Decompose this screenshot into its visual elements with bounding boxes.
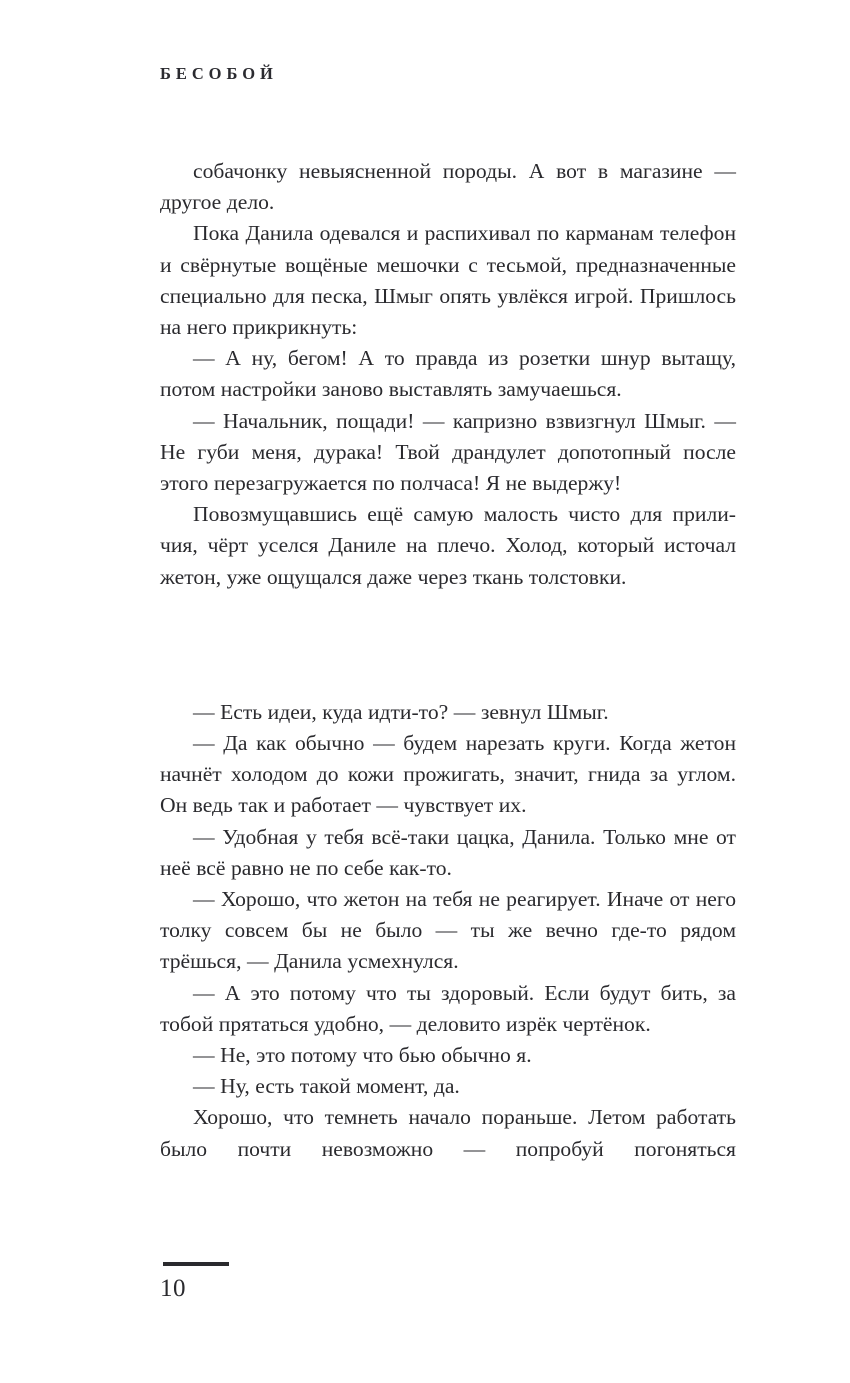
paragraph: — Есть идеи, куда идти-то? — зевнул Шмыг. — [193, 699, 609, 724]
paragraph: — Удобная у тебя всё-таки цацка, Данила. Только мне от неё всё равно не по себе как-то. — [160, 824, 736, 880]
paragraph: собачонку невыясненной породы. А вот в магазине — другое дело. — [160, 159, 736, 215]
paragraph: — А это потому что ты здоровый. Если будут бить, за тобой прятаться удобно, — деловито изрёк чертёнок. — [160, 980, 736, 1036]
paragraph: — Хорошо, что жетон на тебя не реагирует. Иначе от него толку совсем бы не было — ты же вечно где-то рядом трёшься, — Данила усмехнулся. — [160, 887, 736, 974]
paragraph: — Начальник, пощади! — капризно взвизгнул Шмыг. — Не губи меня, дурака! Твой драндулет допотопный после этого перезагружается по полчаса! Я не выдержу! — [160, 408, 736, 496]
paragraph: Хорошо, что темнеть начало пораньше. Летом работать было почти невозможно — попробуй погоняться — [160, 1105, 736, 1161]
page-number: 10 — [160, 1275, 186, 1302]
paragraph: Пока Данила одевался и распихивал по карманам телефон и свёрнутые вощёные мешочки с тесьмой, предназначенные специально для песка, Шмыг опять увлёкся игрой. Пришлось на него прикрикнуть: — [160, 221, 736, 340]
scene-break — [160, 593, 736, 697]
running-head: БЕСОБОЙ — [160, 64, 278, 83]
paragraph: Повозмущавшись ещё самую малость чисто для приличия, чёрт уселся Даниле на плечо. Холод, который источал жетон, уже ощущался даже через ткань толстовки. — [160, 502, 736, 589]
folio-rule — [163, 1262, 229, 1266]
paragraph: — А ну, бегом! А то правда из розетки шнур вытащу, потом настройки заново выставлять замучаешься. — [160, 346, 736, 402]
paragraph: — Да как обычно — будем нарезать круги. Когда жетон начнёт холодом до кожи прожигать, значит, гнида за углом. Он ведь так и работает — чувствует их. — [160, 731, 736, 818]
paragraph: — Не, это потому что бью обычно я. — [193, 1043, 532, 1068]
folio — [160, 1262, 360, 1301]
paragraph: — Ну, есть такой момент, да. — [193, 1074, 460, 1099]
body-text-block — [160, 156, 736, 1196]
